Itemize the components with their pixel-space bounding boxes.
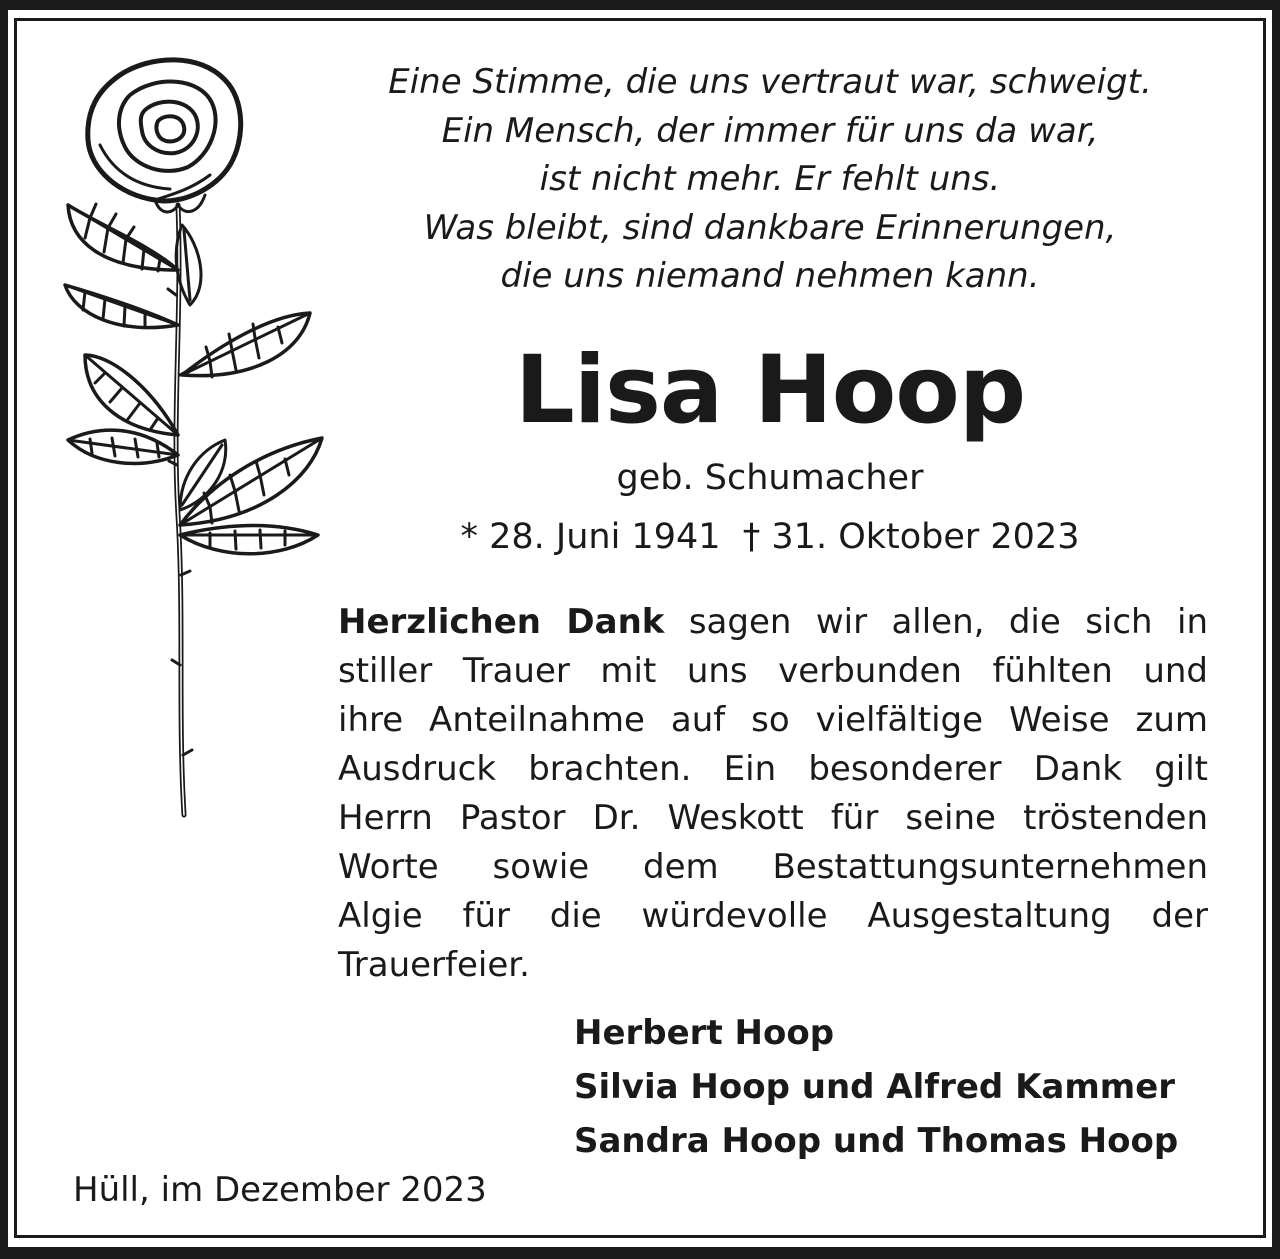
thanks-line: stiller Trauer mit uns verbunden fühlten und [338, 651, 1208, 691]
maiden-name: geb. Schumacher [616, 458, 924, 498]
poem-line: die uns niemand nehmen kann. [500, 256, 1040, 296]
thanks-line: Worte sowie dem Bestattungsunternehmen [338, 847, 1208, 887]
thanks-text: sagen wir allen, die sich in [664, 602, 1208, 642]
life-dates [340, 513, 1200, 561]
poem [340, 58, 1200, 301]
poem-line: ist nicht mehr. Er fehlt uns. [539, 159, 1001, 199]
place-date: Hüll, im Dezember 2023 [73, 1170, 487, 1210]
thanks-paragraph [338, 598, 1208, 990]
poem-line: Was bleibt, sind dankbare Erinnerungen, [423, 207, 1117, 248]
thanks-line: Algie für die würdevolle Ausgestaltung der [338, 896, 1208, 936]
poem-line: Eine Stimme, die uns vertraut war, schweigt. [388, 62, 1152, 102]
poem-line: Ein Mensch, der immer für uns da war, [441, 110, 1099, 151]
signer-name: Herbert Hoop [574, 1013, 835, 1053]
rose-icon [60, 55, 330, 835]
thanks-lead: Herzlichen Dank [338, 602, 665, 642]
thanks-line: ihre Anteilnahme auf so vielfältige Weise zum [338, 700, 1208, 740]
thanks-line: Trauerfeier. [338, 945, 530, 985]
deceased-name: Lisa Hoop [514, 336, 1026, 445]
signers [574, 1006, 1214, 1168]
signer-name: Silvia Hoop und Alfred Kammer [574, 1067, 1176, 1107]
signer-name: Sandra Hoop und Thomas Hoop [574, 1121, 1179, 1161]
birth-date: * 28. Juni 1941 [460, 517, 721, 557]
death-date: † 31. Oktober 2023 [742, 517, 1080, 557]
thanks-line: Ausdruck brachten. Ein besonderer Dank gilt [338, 749, 1208, 789]
thanks-line: Herrn Pastor Dr. Weskott für seine tröstenden [338, 798, 1208, 838]
thanks-line [338, 598, 1208, 647]
